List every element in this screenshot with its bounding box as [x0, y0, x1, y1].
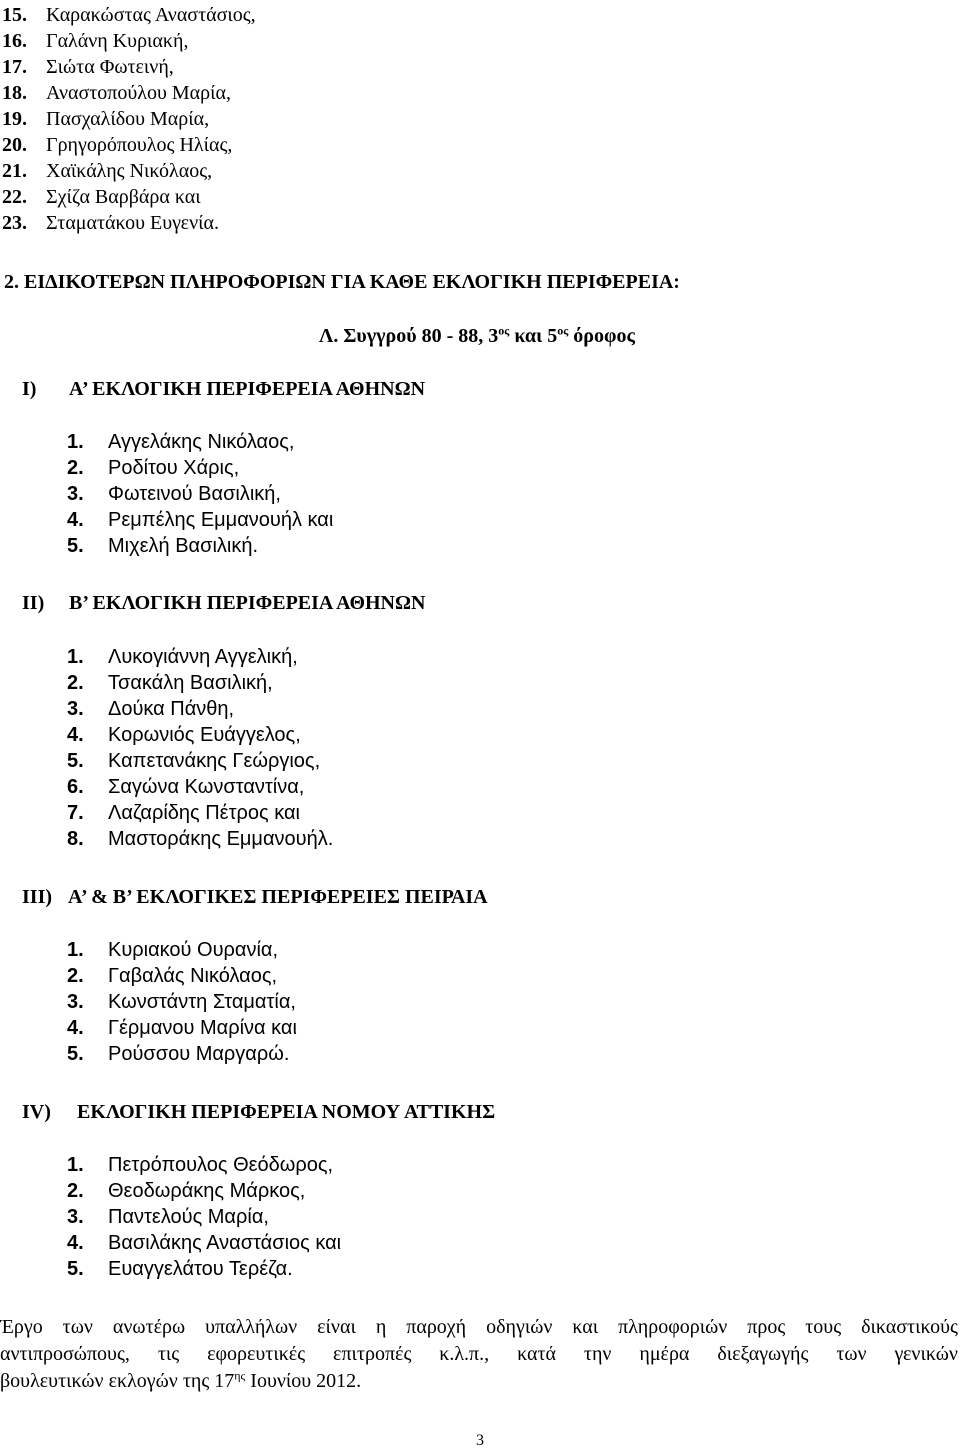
list-item-number: 4.	[67, 1232, 84, 1254]
list-item-name: Παντελούς Μαρία,	[108, 1206, 269, 1228]
paragraph-word: κ.λ.π.,	[439, 1343, 490, 1365]
paragraph-word: είναι	[317, 1316, 356, 1338]
list-item-name: Κυριακού Ουρανία,	[108, 939, 279, 961]
list-item-number: 3.	[67, 1206, 84, 1228]
paragraph-word: ανωτέρω	[112, 1316, 186, 1338]
list-item-name: Σιώτα Φωτεινή,	[46, 56, 174, 78]
list-item-number: 2.	[67, 965, 84, 987]
list-item-number: 2.	[67, 457, 84, 479]
list-item-name: Γαλάνη Κυριακή,	[46, 30, 189, 52]
address-ordinal-1: ος	[498, 323, 510, 338]
list-item-name: Βασιλάκης Αναστάσιος και	[108, 1232, 342, 1254]
list-item-name: Ευαγγελάτου Τερέζα.	[108, 1258, 293, 1280]
paragraph-word: επιτροπές	[333, 1343, 412, 1365]
list-item-name: Τσακάλη Βασιλική,	[108, 672, 273, 694]
paragraph-word: δικαστικούς	[861, 1316, 958, 1338]
district-numeral: IV)	[22, 1101, 51, 1123]
list-item-name: Ρούσσου Μαργαρώ.	[108, 1043, 290, 1065]
list-item-name: Αναστοπούλου Μαρία,	[46, 82, 231, 104]
list-item-name: Θεοδωράκης Μάρκος,	[108, 1180, 306, 1202]
paragraph-word: εφορευτικές	[207, 1343, 306, 1365]
address-ordinal-2: ος	[557, 323, 569, 338]
paragraph-word: διεξαγωγής	[717, 1343, 809, 1365]
list-item-name: Δούκα Πάνθη,	[108, 698, 235, 720]
paragraph-word: προς	[747, 1316, 786, 1338]
list-item-number: 17.	[2, 56, 27, 78]
list-item-number: 18.	[2, 82, 27, 104]
address-line	[319, 324, 635, 348]
paragraph-word: των	[62, 1316, 93, 1338]
list-item-number: 1.	[67, 646, 84, 668]
paragraph-line-3	[0, 1368, 958, 1395]
paragraph-word: και	[572, 1316, 599, 1338]
list-item-number: 4.	[67, 724, 84, 746]
list-item-number: 1.	[67, 431, 84, 453]
date-ordinal: ης	[234, 1368, 246, 1383]
closing-paragraph	[0, 1314, 958, 1395]
list-item-number: 20.	[2, 134, 27, 156]
list-item-number: 5.	[67, 535, 84, 557]
paragraph-word: η	[375, 1316, 387, 1338]
district-numeral: I)	[22, 378, 37, 400]
paragraph-word: αντιπροσώπους,	[0, 1343, 130, 1365]
list-item-number: 22.	[2, 186, 27, 208]
district-title: Α’ ΕΚΛΟΓΙΚΗ ΠΕΡΙΦΕΡΕΙΑ ΑΘΗΝΩΝ	[69, 378, 426, 400]
district-numeral: II)	[22, 592, 45, 614]
section-heading: 2. ΕΙΔΙΚΟΤΕΡΩΝ ΠΛΗΡΟΦΟΡΙΩΝ ΓΙΑ ΚΑΘΕ ΕΚΛΟΓΙΚΗ ΠΕΡΙΦΕΡΕΙΑ:	[4, 271, 680, 293]
address-prefix: Λ. Συγγρού 80 - 88, 3	[319, 325, 499, 347]
list-item-number: 5.	[67, 1258, 84, 1280]
district-numeral: III)	[22, 886, 53, 908]
paragraph-line-2	[0, 1341, 958, 1368]
paragraph-line-3-date: Ιουνίου 2012.	[245, 1370, 362, 1392]
list-item-name: Γέρμανου Μαρίνα και	[108, 1017, 297, 1039]
paragraph-word: τους	[805, 1316, 842, 1338]
list-item-name: Γαβαλάς Νικόλαος,	[108, 965, 278, 987]
paragraph-word: οδηγιών	[486, 1316, 553, 1338]
list-item-number: 23.	[2, 212, 27, 234]
list-item-name: Πασχαλίδου Μαρία,	[46, 108, 210, 130]
list-item-name: Κωνστάντη Σταματία,	[108, 991, 296, 1013]
list-item-name: Ροδίτου Χάρις,	[108, 457, 240, 479]
list-item-number: 4.	[67, 509, 84, 531]
list-item-number: 5.	[67, 750, 84, 772]
list-item-name: Καπετανάκης Γεώργιος,	[108, 750, 321, 772]
address-middle: και 5	[509, 325, 558, 347]
list-item-name: Φωτεινού Βασιλική,	[108, 483, 281, 505]
paragraph-word: πληροφοριών	[618, 1316, 728, 1338]
list-item-name: Σχίζα Βαρβάρα και	[46, 186, 201, 208]
list-item-number: 15.	[2, 4, 27, 26]
page-number: 3	[476, 1432, 484, 1449]
paragraph-word: ημέρα	[639, 1343, 690, 1365]
list-item-name: Αγγελάκης Νικόλαος,	[108, 431, 295, 453]
list-item-number: 8.	[67, 828, 84, 850]
list-item-name: Σαγώνα Κωνσταντίνα,	[108, 776, 305, 798]
list-item-name: Καρακώστας Αναστάσιος,	[46, 4, 256, 26]
list-item-name: Λαζαρίδης Πέτρος και	[108, 802, 300, 824]
paragraph-word: Έργο	[0, 1316, 43, 1338]
paragraph-word: γενικών	[894, 1343, 958, 1365]
paragraph-word: παροχή	[406, 1316, 467, 1338]
list-item-name: Κορωνιός Ευάγγελος,	[108, 724, 301, 746]
district-title: Β’ ΕΚΛΟΓΙΚΗ ΠΕΡΙΦΕΡΕΙΑ ΑΘΗΝΩΝ	[69, 592, 426, 614]
paragraph-word: τις	[157, 1343, 180, 1365]
paragraph-word: υπαλλήλων	[205, 1316, 298, 1338]
list-item-number: 16.	[2, 30, 27, 52]
list-item-number: 3.	[67, 698, 84, 720]
list-item-name: Γρηγορόπουλος Ηλίας,	[46, 134, 233, 156]
paragraph-word: την	[583, 1343, 612, 1365]
district-title: Α’ & Β’ ΕΚΛΟΓΙΚΕΣ ΠΕΡΙΦΕΡΕΙΕΣ ΠΕΙΡΑΙΑ	[68, 886, 488, 908]
list-item-name: Ρεμπέλης Εμμανουήλ και	[108, 509, 334, 531]
list-item-number: 6.	[67, 776, 84, 798]
list-item-number: 4.	[67, 1017, 84, 1039]
district-title: ΕΚΛΟΓΙΚΗ ΠΕΡΙΦΕΡΕΙΑ ΝΟΜΟΥ ΑΤΤΙΚΗΣ	[77, 1101, 496, 1123]
paragraph-line-3-text: βουλευτικών εκλογών της 17	[0, 1370, 235, 1392]
address-suffix: όροφος	[568, 325, 635, 347]
list-item-name: Σταματάκου Ευγενία.	[46, 212, 219, 234]
list-item-number: 3.	[67, 991, 84, 1013]
list-item-number: 7.	[67, 802, 84, 824]
list-item-number: 1.	[67, 939, 84, 961]
list-item-number: 19.	[2, 108, 27, 130]
list-item-name: Χαϊκάλης Νικόλαος,	[46, 160, 213, 182]
list-item-number: 1.	[67, 1154, 84, 1176]
list-item-name: Μιχελή Βασιλική.	[108, 535, 259, 557]
paragraph-word: κατά	[517, 1343, 556, 1365]
list-item-name: Πετρόπουλος Θεόδωρος,	[108, 1154, 334, 1176]
list-item-number: 5.	[67, 1043, 84, 1065]
list-item-name: Μαστοράκης Εμμανουήλ.	[108, 828, 334, 850]
list-item-number: 2.	[67, 672, 84, 694]
list-item-number: 3.	[67, 483, 84, 505]
list-item-name: Λυκογιάννη Αγγελική,	[108, 646, 298, 668]
list-item-number: 21.	[2, 160, 27, 182]
paragraph-word: των	[836, 1343, 867, 1365]
paragraph-line-1	[0, 1314, 958, 1341]
list-item-number: 2.	[67, 1180, 84, 1202]
